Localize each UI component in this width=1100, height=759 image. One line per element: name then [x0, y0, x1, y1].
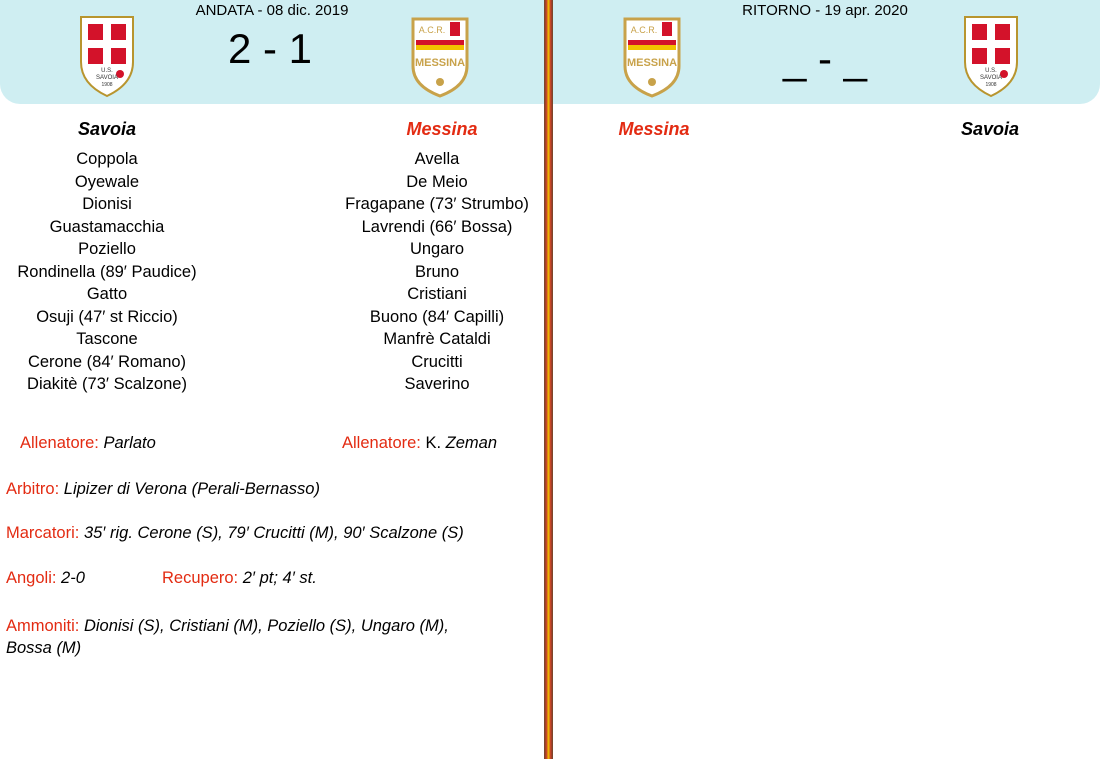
svg-text:1908: 1908 — [101, 82, 113, 88]
coach-label: Allenatore: — [342, 434, 421, 452]
player-entry: Ungaro — [409, 240, 465, 258]
player-entry: Lavrendi (66′ Bossa) — [361, 217, 513, 236]
scorers-label: Marcatori: — [6, 524, 80, 542]
player-entry: Avella — [414, 150, 460, 168]
svg-text:MESSINA: MESSINA — [414, 57, 466, 69]
player-entry: Poziello — [78, 240, 136, 258]
recovery-info — [162, 569, 317, 588]
recovery-value: 2′ pt; 4′ st. — [242, 569, 317, 587]
andata-date: ANDATA - 08 dic. 2019 — [195, 2, 349, 19]
savoia-crest-icon — [962, 14, 1020, 98]
player-entry: Diakitè (73′ Scalzone) — [27, 375, 187, 393]
corners-value: 2-0 — [61, 569, 85, 587]
svg-text:SAVOIA: SAVOIA — [980, 75, 1002, 81]
ritorno-home-team-name: Messina — [618, 119, 690, 139]
andata-home-lineup — [2, 148, 212, 396]
svg-text:MESSINA: MESSINA — [626, 57, 678, 69]
coach-initial: K. — [425, 434, 442, 452]
svg-text:A.C.R.: A.C.R. — [418, 25, 446, 35]
messina-crest-icon — [622, 16, 682, 98]
player-entry: Cerone (84′ Romano) — [27, 352, 187, 371]
svg-text:A.C.R.: A.C.R. — [630, 25, 658, 35]
player-entry: Crucitti — [411, 352, 463, 371]
ritorno-date: RITORNO - 19 apr. 2020 — [742, 2, 908, 19]
ritorno-score: _ - _ — [782, 35, 868, 82]
svg-text:U.S.: U.S. — [985, 68, 997, 74]
coach-name: Parlato — [103, 434, 156, 452]
scorers-value: 35′ rig. Cerone (S), 79′ Crucitti (M), 90′ Scalzone (S) — [83, 524, 464, 542]
booked-label: Ammoniti: — [6, 617, 80, 635]
ritorno-away-team-name: Savoia — [960, 119, 1020, 139]
player-entry: Osuji (47′ st Riccio) — [36, 307, 178, 326]
booked-value-line2: Bossa (M) — [6, 639, 82, 657]
recovery-label: Recupero: — [162, 569, 239, 587]
referee-label: Arbitro: — [6, 480, 60, 498]
svg-text:U.S.: U.S. — [101, 68, 113, 74]
booked-info — [6, 615, 449, 659]
andata-away-lineup — [330, 148, 544, 396]
player-entry: Saverino — [404, 375, 470, 393]
svg-text:1908: 1908 — [985, 82, 997, 88]
andata-away-team-name: Messina — [406, 119, 478, 139]
player-entry: Dionisi — [82, 195, 132, 213]
player-entry: Coppola — [76, 150, 138, 168]
player-entry: Cristiani — [407, 285, 467, 303]
savoia-crest-icon — [78, 14, 136, 98]
andata-home-team-name: Savoia — [77, 119, 137, 139]
booked-value-line1: Dionisi (S), Cristiani (M), Poziello (S), Ungaro (M), — [83, 617, 449, 635]
andata-home-coach — [20, 434, 156, 453]
column-divider — [544, 0, 553, 759]
player-entry: Fragapane (73′ Strumbo) — [345, 195, 529, 213]
referee-info — [6, 480, 320, 499]
player-entry: Guastamacchia — [49, 217, 165, 236]
messina-crest-icon — [410, 16, 470, 98]
coach-label: Allenatore: — [20, 434, 99, 452]
player-entry: Rondinella (89′ Paudice) — [17, 262, 197, 281]
svg-text:SAVOIA: SAVOIA — [96, 75, 118, 81]
player-entry: Bruno — [414, 262, 460, 281]
player-entry: Oyewale — [74, 172, 140, 191]
coach-name: Zeman — [445, 434, 498, 452]
player-entry: De Meio — [406, 172, 468, 191]
referee-value: Lipizer di Verona (Perali-Bernasso) — [63, 480, 320, 498]
player-entry: Buono (84′ Capilli) — [369, 307, 505, 326]
andata-away-coach — [342, 434, 497, 453]
player-entry: Manfrè Cataldi — [383, 330, 491, 348]
corners-info — [6, 569, 85, 588]
andata-score: 2 - 1 — [227, 25, 313, 72]
player-entry: Tascone — [76, 330, 138, 348]
scorers-info — [6, 524, 464, 543]
player-entry: Gatto — [86, 285, 128, 303]
corners-label: Angoli: — [6, 569, 57, 587]
